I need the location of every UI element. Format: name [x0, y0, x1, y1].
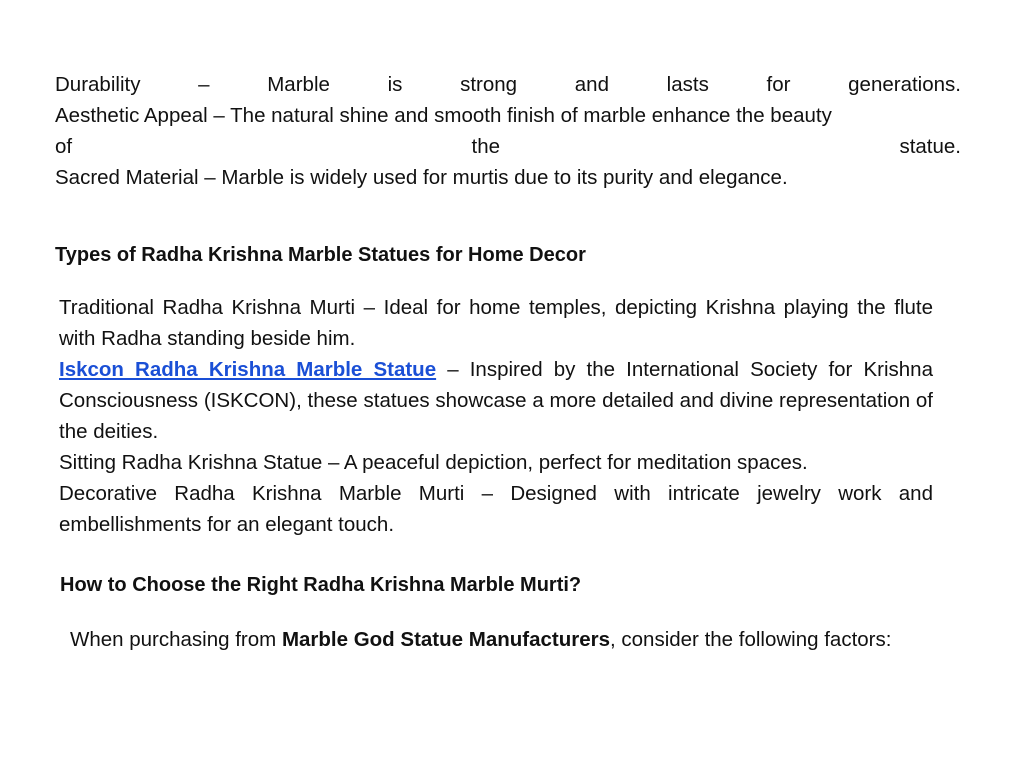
choose-intro — [70, 624, 930, 655]
durability-word: for — [766, 73, 791, 96]
traditional-item: Traditional Radha Krishna Murti – Ideal for home temples, depicting Krishna playing the flute with Radha standing beside him. — [59, 296, 933, 350]
choose-heading: How to Choose the Right Radha Krishna Marble Murti? — [60, 574, 582, 596]
durability-word: – — [198, 73, 210, 96]
decorative-item: Decorative Radha Krishna Marble Murti – Designed with intricate jewelry work and embellishments for an elegant touch. — [59, 482, 933, 536]
sitting-item: Sitting Radha Krishna Statue – A peaceful depiction, perfect for meditation spaces. — [59, 451, 808, 474]
manufacturer-name: Marble God Statue Manufacturers — [281, 628, 610, 651]
durability-word: Durability — [55, 73, 141, 96]
durability-word: and — [574, 73, 609, 96]
durability-word: strong — [460, 73, 518, 96]
types-list — [59, 292, 933, 540]
durability-line — [55, 69, 961, 100]
iskcon-statue-link[interactable]: Iskcon Radha Krishna Marble Statue — [59, 358, 437, 381]
choose-intro-text — [70, 624, 930, 655]
durability-word: generations. — [848, 73, 961, 96]
durability-word: Marble — [267, 73, 330, 96]
durability-word: is — [387, 73, 403, 96]
sacred-line: Sacred Material – Marble is widely used for murtis due to its purity and elegance. — [55, 166, 788, 189]
iskcon-item — [59, 354, 933, 447]
aesthetic-line: Aesthetic Appeal – The natural shine and smooth finish of marble enhance the beauty — [55, 104, 832, 127]
types-heading: Types of Radha Krishna Marble Statues for Home Decor — [55, 244, 586, 266]
benefits-list — [55, 69, 961, 193]
intro-prefix: When purchasing from — [70, 628, 282, 651]
aesthetic-word: of — [55, 135, 73, 158]
intro-suffix: , consider the following factors: — [610, 628, 892, 651]
aesthetic-word: the — [471, 135, 501, 158]
durability-word: lasts — [666, 73, 709, 96]
aesthetic-line-continued — [55, 131, 961, 162]
iskcon-description: – Inspired by the International Society for Krishna Consciousness (ISKCON), these statues showcase a more detailed and divine representation of the deities. — [59, 358, 933, 443]
aesthetic-word: statue. — [899, 135, 961, 158]
